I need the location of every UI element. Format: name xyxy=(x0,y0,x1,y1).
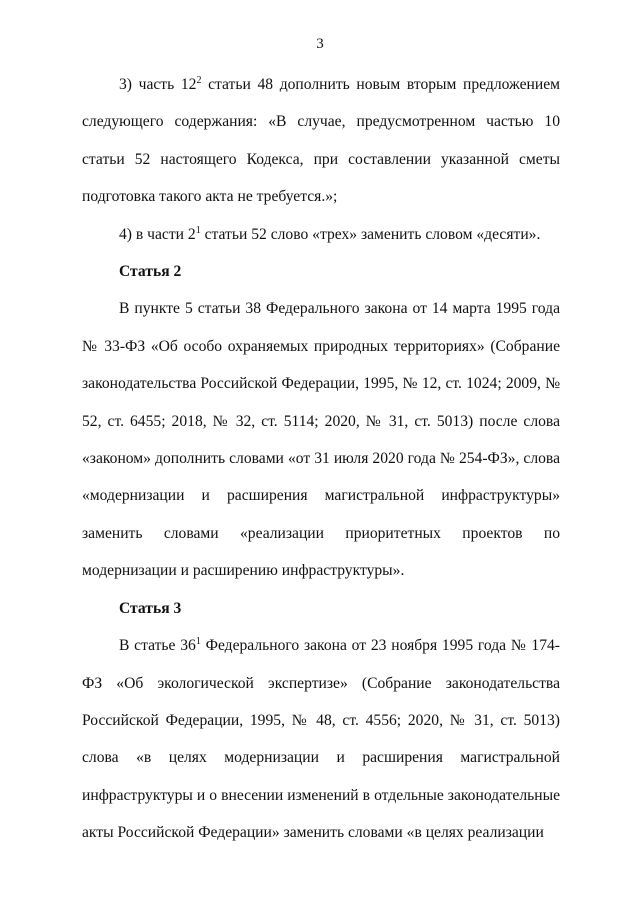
article-2-heading: Статья 2 xyxy=(119,263,182,281)
item-3-superscript: 2 xyxy=(196,74,202,86)
article-2-paragraph: В пункте 5 статьи 38 Федерального закона от 14 марта 1995 года № 33-ФЗ «Об особо охраняемых природных территориях» (Собрание законодательства Российской Федерации, 1995, № 12, ст. 1024; 2009, № 52, ст. 6455; 2018, № 32, ст. 5114; 2020, № 31, ст. 5013) после слова «законом» дополнить словами «от 31 июля 2020 года № 254-ФЗ», слова «модернизации и расширения магистральной инфраструктуры» заменить словами «реализации приоритетных проектов по модернизации и расширению инфраструктуры». xyxy=(82,300,560,580)
article-3-superscript: 1 xyxy=(195,635,201,647)
item-3-text-end: статьи 48 дополнить новым вторым предложением следующего содержания: «В случае, предусмотренном частью 10 статьи 52 настоящего Кодекса, при составлении указанной сметы подготовка такого акта не требуется.»; xyxy=(82,76,560,206)
item-3-text-start: 3) часть 12 xyxy=(119,76,197,93)
item-4-superscript: 1 xyxy=(195,224,201,236)
item-4-paragraph xyxy=(82,216,560,253)
item-4-text-end: статьи 52 слово «трех» заменить словом «десяти». xyxy=(200,225,541,243)
article-3-heading: Статья 3 xyxy=(119,599,182,617)
article-3-text-end: Федерального закона от 23 ноября 1995 года № 174-ФЗ «Об экологической экспертизе» (Собрание законодательства Российской Федерации, 1995, № 48, ст. 4556; 2020, № 31, ст. 5013) слова «в целях модернизации и расширения магистральной инфраструктуры и о внесении изменений в отдельные законодательные акты Российской Федерации» заменить словами «в целях реализации xyxy=(82,637,560,842)
item-4-text-start: 4) в части 2 xyxy=(119,225,196,243)
article-3-paragraph xyxy=(82,627,560,851)
document-body xyxy=(82,66,560,852)
item-3-paragraph xyxy=(82,66,560,216)
page-number: 3 xyxy=(316,36,324,52)
article-3-text-start: В статье 36 xyxy=(119,637,196,655)
